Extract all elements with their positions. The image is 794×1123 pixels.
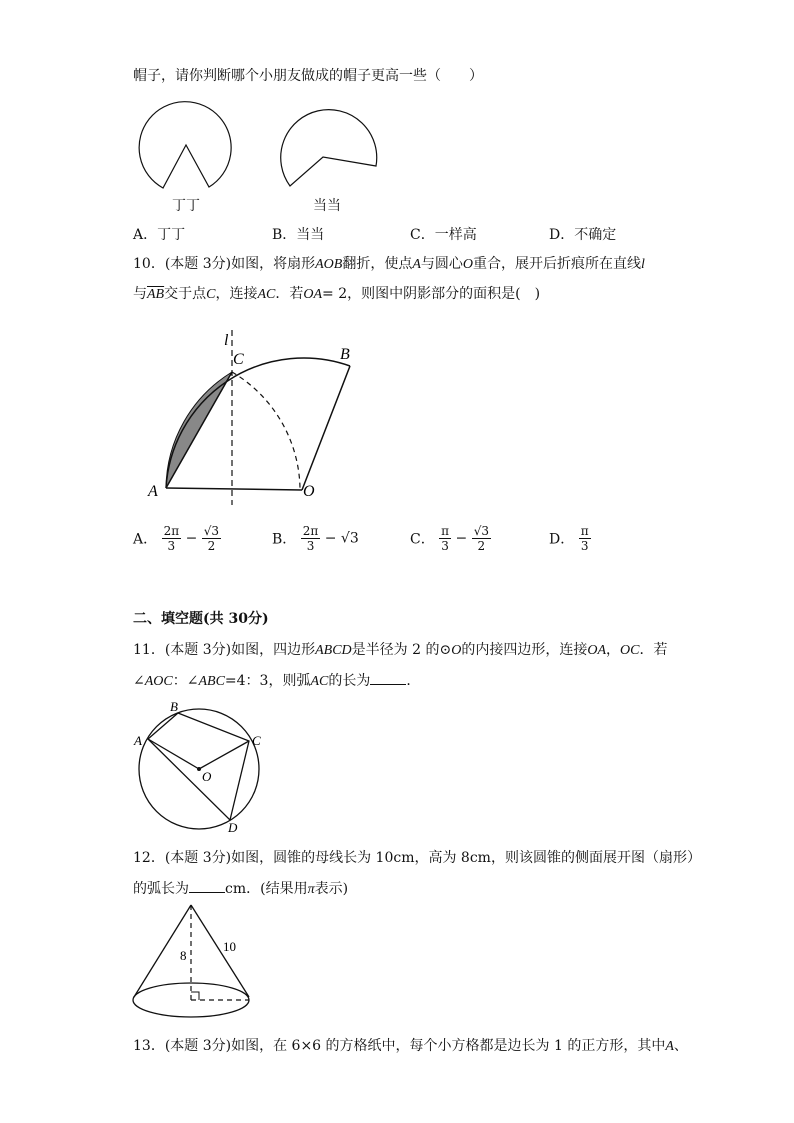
- q11-segment-oc: [199, 741, 249, 769]
- q10-option-a: A． $\frac{2\pi}{3}$ − $\frac{√3}{2}$: [133, 524, 220, 553]
- q11-label-b: B: [170, 699, 178, 714]
- q10-option-c: C． $\frac{\pi}{3}$ − $\frac{√3}{2}$: [410, 524, 489, 553]
- q11-label-a: A: [134, 733, 142, 748]
- q9-figure: [130, 92, 390, 217]
- q11-line2: ∠AOC：∠ABC=4：3，则弧AC的长为 ．: [133, 670, 420, 692]
- q10-segment-ac: [166, 372, 232, 488]
- q11-label-o: O: [202, 769, 212, 784]
- q12-label-slant: 10: [223, 939, 236, 954]
- q12-line2: 的弧长为 cm．(结果用π表示): [133, 878, 348, 900]
- q12-answer-blank[interactable]: [189, 878, 225, 893]
- q10-option-b: B． $\frac{2\pi}{3}$ − √3: [272, 524, 359, 553]
- q10-line2: 与$\overline{AB}$交于点C，连接AC．若OA= 2，则图中阴影部分的面积是( ): [133, 286, 541, 302]
- q9-intro: 帽子，请你判断哪个小朋友做成的帽子更高一些（ ）: [133, 68, 483, 84]
- q10-line1: 10．(本题 3分)如图，将扇形AOB翻折，使点A与圆心O重合，展开后折痕所在直线l: [133, 256, 645, 272]
- q10-segment-oa: [166, 488, 302, 490]
- q10-dashed-arc: [232, 372, 300, 488]
- q12-line1: 12．(本题 3分)如图，圆锥的母线长为 10cm，高为 8cm，则该圆锥的侧面展开图（扇形）: [133, 850, 701, 866]
- q9-option-d: D．不确定: [549, 227, 617, 243]
- q11-line1: 11．(本题 3分)如图，四边形ABCD是半径为 2 的⊙O的内接四边形，连接OA，OC．若: [133, 642, 668, 658]
- q11-center-dot: [197, 767, 201, 771]
- q10-label-a: A: [148, 483, 158, 500]
- q10-label-l: l: [224, 332, 229, 349]
- q11-quadrilateral: [148, 713, 249, 820]
- q13-line1: 13．(本题 3分)如图，在 6×6 的方格纸中，每个小方格都是边长为 1 的正方形，其中A、: [133, 1038, 688, 1054]
- q10-label-c: C: [233, 351, 244, 368]
- q10-label-b: B: [340, 346, 350, 363]
- q10-label-o: O: [303, 483, 315, 500]
- q9-label-dangdang: 当当: [313, 198, 341, 214]
- section-title: 二、填空题(共 30分): [133, 611, 269, 627]
- q9-option-b: B．当当: [272, 227, 325, 243]
- q9-option-a: A．丁丁: [133, 227, 186, 243]
- q12-figure: [128, 898, 258, 1028]
- q12-label-height: 8: [180, 948, 187, 963]
- q11-label-d: D: [228, 820, 238, 835]
- q10-option-d: D． $\frac{\pi}{3}$: [549, 524, 589, 553]
- q12-right-angle: [191, 992, 199, 1000]
- q11-answer-blank[interactable]: [370, 670, 406, 685]
- q11-figure: [130, 698, 270, 838]
- q9-option-c: C．一样高: [410, 227, 477, 243]
- q11-label-c: C: [252, 733, 261, 748]
- q10-segment-ob: [302, 366, 350, 490]
- q9-label-dingding: 丁丁: [172, 198, 200, 214]
- q9-sector-left: [139, 102, 231, 188]
- q10-figure: [140, 325, 370, 510]
- q9-sector-right: [281, 110, 377, 186]
